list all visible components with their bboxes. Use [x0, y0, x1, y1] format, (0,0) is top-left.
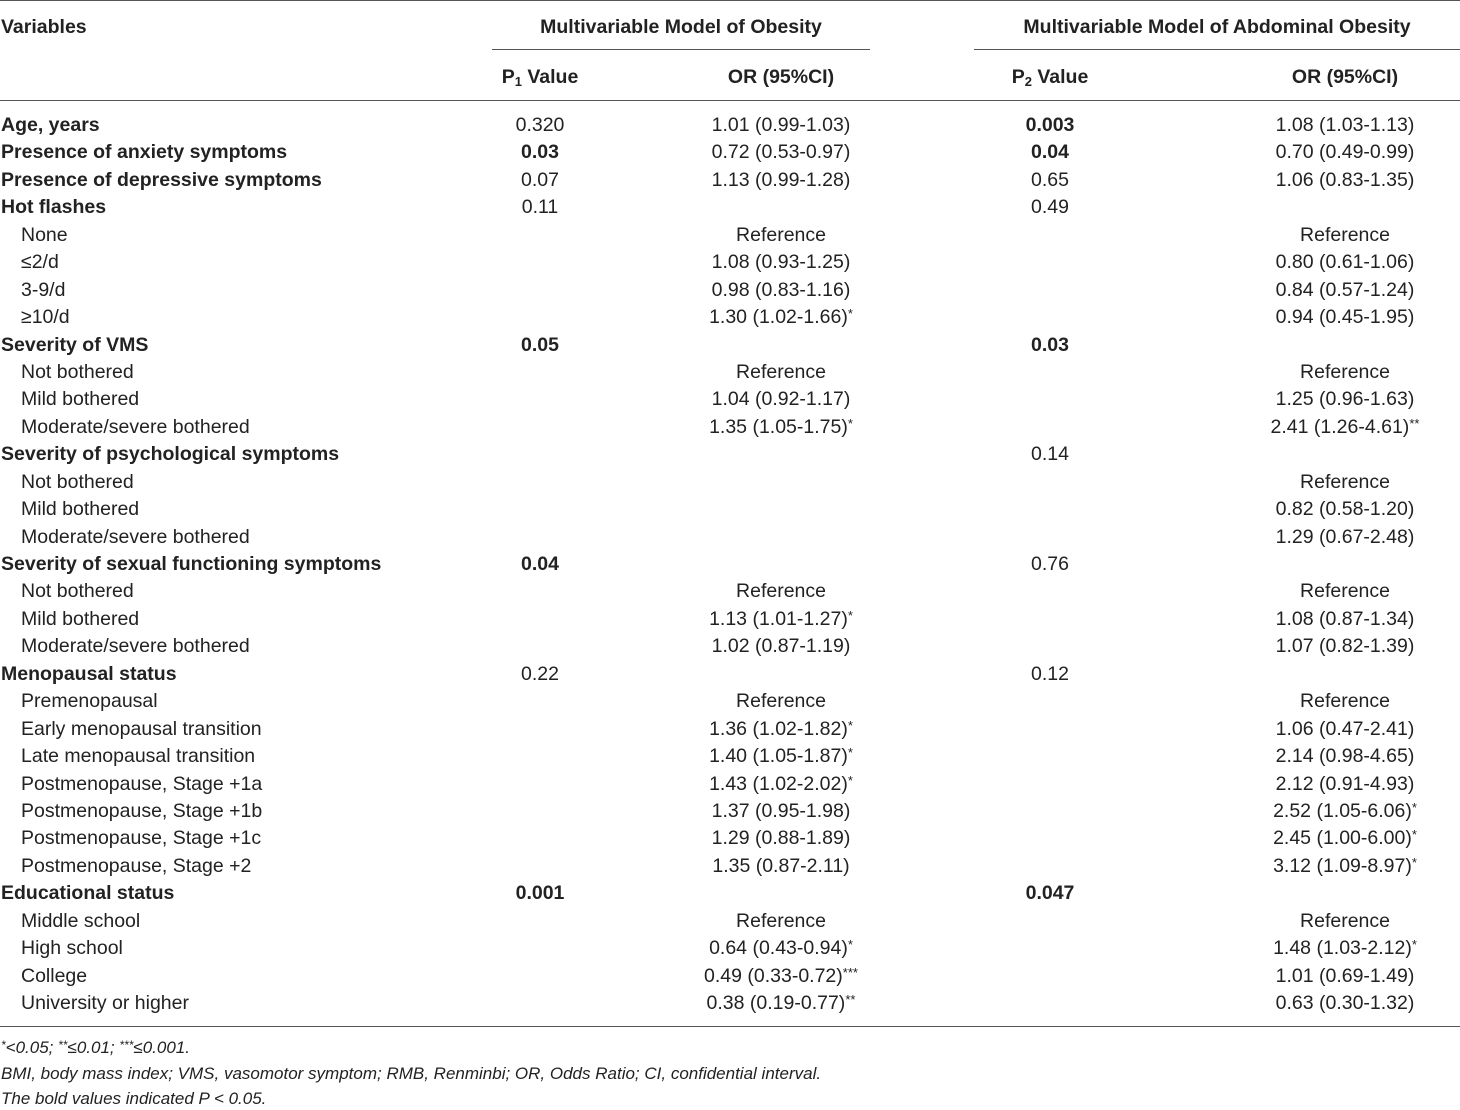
header-bottom-rule	[0, 100, 1460, 101]
or2-cell	[1244, 743, 1446, 770]
or2-cell	[1244, 414, 1446, 442]
row-label: Presence of anxiety symptoms	[1, 141, 288, 164]
table-row-variable	[0, 880, 1460, 907]
header-p2-value	[990, 65, 1110, 89]
or2-cell	[1244, 716, 1446, 743]
or2-cell	[1244, 633, 1446, 660]
group2-underline	[974, 49, 1460, 50]
header-variables: Variables	[1, 16, 87, 38]
p1-value-cell: 0.05	[521, 333, 559, 356]
or2-cell-value: 2.14 (0.98-4.65)	[1275, 745, 1415, 768]
table-row-sublevel	[0, 908, 1460, 935]
p2-value-cell: 0.12	[1031, 662, 1069, 685]
row-label: Mild bothered	[21, 498, 140, 521]
p2-value-cell: 0.49	[1031, 196, 1069, 219]
or2-cell-value: 2.41 (1.26-4.61)	[1270, 415, 1410, 438]
row-label: 3-9/d	[21, 278, 66, 301]
row-label: Moderate/severe bothered	[21, 415, 250, 438]
or2-cell	[1244, 935, 1446, 963]
or1-cell	[680, 606, 882, 634]
row-label: Postmenopause, Stage +1c	[21, 827, 262, 850]
footnote-star-2: **	[58, 1038, 68, 1052]
or2-cell-value: 2.45 (1.00-6.00)	[1273, 827, 1412, 850]
or2-cell	[1244, 222, 1446, 249]
or2-cell-significance-mark: **	[1409, 415, 1420, 431]
table-row-sublevel	[0, 386, 1460, 413]
or2-cell	[1244, 825, 1446, 853]
p1-value-cell: 0.320	[515, 114, 565, 136]
p1-value-cell: 0.11	[521, 196, 559, 219]
or1-cell-value: 1.01 (0.99-1.03)	[711, 114, 851, 136]
or1-cell-value: 1.36 (1.02-1.82)	[709, 717, 848, 740]
or2-cell-significance-mark: *	[1411, 799, 1417, 815]
header-or2: OR (95%CI)	[1291, 66, 1399, 88]
or2-cell-value: Reference	[1300, 580, 1390, 603]
table-row-variable	[0, 661, 1460, 688]
table-row-sublevel	[0, 633, 1460, 660]
or1-cell-significance-mark: *	[847, 607, 853, 623]
row-label: Not bothered	[21, 580, 134, 603]
header-group-abdominal-obesity: Multivariable Model of Abdominal Obesity	[1023, 16, 1411, 38]
or2-cell-significance-mark: *	[1411, 827, 1417, 843]
or2-cell-value: 2.52 (1.05-6.06)	[1273, 799, 1412, 822]
row-label: Not bothered	[21, 470, 134, 493]
or1-cell-value: 1.35 (1.05-1.75)	[709, 415, 848, 438]
table-row-sublevel	[0, 414, 1460, 441]
row-label: University or higher	[21, 992, 189, 1014]
or1-cell-value: 0.49 (0.33-0.72)	[704, 964, 843, 987]
footnote-bold-note: The bold values indicated P < 0.05.	[1, 1089, 267, 1108]
footnote-star-3: ***	[119, 1038, 134, 1052]
or2-cell-value: 1.01 (0.69-1.49)	[1275, 964, 1415, 987]
p2-value-cell: 0.76	[1031, 553, 1069, 575]
table-bottom-rule	[0, 1026, 1460, 1027]
header-or1: OR (95%CI)	[727, 66, 835, 88]
or2-cell	[1244, 249, 1446, 276]
row-label: None	[21, 223, 68, 246]
p1-value-cell: 0.22	[521, 662, 559, 685]
or2-cell	[1244, 304, 1446, 331]
or2-cell-value: 1.06 (0.47-2.41)	[1275, 717, 1415, 740]
table-row-variable	[0, 332, 1460, 359]
or1-cell-significance-mark: *	[847, 745, 853, 761]
or2-cell-value: 3.12 (1.09-8.97)	[1273, 854, 1412, 877]
or1-cell	[680, 386, 882, 413]
or2-cell	[1244, 277, 1446, 304]
p2-value-cell: 0.03	[1031, 333, 1069, 356]
or1-cell	[680, 249, 882, 276]
or1-cell	[680, 688, 882, 715]
row-label: Moderate/severe bothered	[21, 525, 250, 548]
row-label: Postmenopause, Stage +1b	[21, 799, 263, 822]
or1-cell-significance-mark: *	[847, 937, 853, 953]
or1-cell-value: 0.64 (0.43-0.94)	[709, 937, 848, 960]
row-label: High school	[21, 937, 123, 960]
p2-subscript: 2	[1024, 74, 1032, 89]
row-label: Late menopausal transition	[21, 745, 256, 768]
or2-cell-value: 1.29 (0.67-2.48)	[1275, 525, 1415, 548]
or1-cell-value: 0.72 (0.53-0.97)	[711, 141, 851, 164]
p2-value-cell: 0.14	[1031, 443, 1069, 466]
or1-cell	[680, 277, 882, 304]
or1-cell	[680, 743, 882, 771]
group1-underline	[492, 49, 870, 50]
or1-cell	[680, 908, 882, 935]
row-label: Age, years	[1, 114, 100, 136]
or1-cell	[680, 304, 882, 332]
table-row-sublevel	[0, 359, 1460, 386]
p1-value-cell: 0.07	[521, 168, 559, 191]
p1-subscript: 1	[514, 74, 522, 89]
or1-cell-value: 1.37 (0.95-1.98)	[711, 799, 851, 822]
or2-cell-value: 1.07 (0.82-1.39)	[1275, 635, 1415, 658]
table-row-sublevel	[0, 743, 1460, 770]
or1-cell-value: Reference	[736, 360, 826, 383]
or1-cell-value: 1.35 (0.87-2.11)	[712, 854, 850, 877]
or1-cell-value: Reference	[736, 223, 826, 246]
row-label: Presence of depressive symptoms	[1, 168, 322, 191]
row-label: Menopausal status	[1, 662, 177, 685]
p1-value-cell: 0.03	[521, 141, 559, 164]
or1-cell-value: 1.08 (0.93-1.25)	[711, 251, 851, 274]
or2-cell	[1244, 524, 1446, 551]
or1-cell-significance-mark: ***	[842, 964, 858, 980]
table-row-variable	[0, 167, 1460, 194]
or2-cell	[1244, 606, 1446, 633]
row-label: Hot flashes	[1, 196, 107, 219]
or1-cell	[680, 414, 882, 442]
or2-cell	[1244, 963, 1446, 990]
row-label: Severity of sexual functioning symptoms	[1, 553, 382, 575]
or2-cell-value: 1.06 (0.83-1.35)	[1275, 168, 1415, 191]
table-row-sublevel	[0, 716, 1460, 743]
footnote-abbreviations: BMI, body mass index; VMS, vasomotor symptom; RMB, Renminbi; OR, Odds Ratio; CI, confidential interval.	[1, 1064, 822, 1083]
row-label: Premenopausal	[21, 690, 158, 713]
or1-cell	[680, 222, 882, 249]
or2-cell	[1244, 112, 1446, 139]
table-row-variable	[0, 139, 1460, 166]
or2-cell-significance-mark: *	[1411, 937, 1417, 953]
or2-cell-value: 1.48 (1.03-2.12)	[1273, 937, 1412, 960]
table-row-sublevel	[0, 578, 1460, 605]
row-label: ≥10/d	[21, 306, 70, 329]
or2-cell	[1244, 688, 1446, 715]
table-row-variable	[0, 551, 1460, 578]
row-label: Mild bothered	[21, 607, 140, 630]
row-label: Moderate/severe bothered	[21, 635, 250, 658]
p1-letter: P	[501, 66, 515, 88]
p1-value-cell: 0.04	[521, 553, 559, 575]
table-row-sublevel	[0, 853, 1460, 880]
or2-cell	[1244, 139, 1446, 166]
table-row-sublevel	[0, 496, 1460, 523]
or1-cell-significance-mark: **	[845, 992, 856, 1007]
or1-cell	[680, 825, 882, 852]
or2-cell-value: Reference	[1300, 223, 1390, 246]
or2-cell-value: Reference	[1300, 360, 1390, 383]
table-row-sublevel	[0, 825, 1460, 852]
or2-cell-significance-mark: *	[1411, 854, 1417, 870]
or1-cell-value: 1.04 (0.92-1.17)	[711, 388, 851, 411]
table-row-sublevel	[0, 771, 1460, 798]
or2-cell	[1244, 469, 1446, 496]
or2-cell-value: 1.08 (1.03-1.13)	[1275, 114, 1415, 136]
or1-cell	[680, 633, 882, 660]
footnote-threshold-3: ≤0.001.	[133, 1038, 190, 1057]
or2-cell-value: 0.94 (0.45-1.95)	[1275, 306, 1415, 329]
or1-cell-value: 1.29 (0.88-1.89)	[711, 827, 851, 850]
or1-cell	[680, 771, 882, 799]
or2-cell	[1244, 771, 1446, 798]
header-group-obesity: Multivariable Model of Obesity	[540, 16, 822, 38]
row-label: Middle school	[21, 909, 141, 932]
or1-cell-value: 0.98 (0.83-1.16)	[711, 278, 851, 301]
or1-cell	[680, 359, 882, 386]
p1-value-cell: 0.001	[515, 882, 565, 905]
or2-cell	[1244, 359, 1446, 386]
table-row-sublevel	[0, 798, 1460, 825]
or2-cell-value: Reference	[1300, 690, 1390, 713]
row-label: Not bothered	[21, 360, 134, 383]
footnote-star-1: *	[1, 1038, 6, 1052]
or1-cell-value: 0.38 (0.19-0.77)	[706, 992, 846, 1014]
or2-cell	[1244, 908, 1446, 935]
or1-cell-value: 1.43 (1.02-2.02)	[709, 772, 848, 795]
or2-cell	[1244, 496, 1446, 523]
or2-cell-value: 1.25 (0.96-1.63)	[1275, 388, 1415, 411]
footnote-threshold-2: ≤0.01;	[67, 1038, 120, 1057]
or1-cell-value: 1.13 (0.99-1.28)	[711, 168, 851, 191]
table-row-sublevel	[0, 249, 1460, 276]
or2-cell-value: 0.80 (0.61-1.06)	[1275, 251, 1415, 274]
table-row-variable	[0, 112, 1460, 139]
or1-cell-significance-mark: *	[847, 772, 853, 788]
table-row-sublevel	[0, 688, 1460, 715]
or2-cell-value: 0.63 (0.30-1.32)	[1275, 992, 1415, 1014]
table-row-sublevel	[0, 606, 1460, 633]
table-row-sublevel	[0, 277, 1460, 304]
row-label: Severity of VMS	[1, 333, 149, 356]
p2-value-cell: 0.047	[1025, 882, 1075, 905]
table-row-sublevel	[0, 524, 1460, 551]
table-row-sublevel	[0, 469, 1460, 496]
row-label: Mild bothered	[21, 388, 140, 411]
or1-cell	[680, 112, 882, 139]
p2-letter: P	[1011, 66, 1025, 88]
table-body	[0, 112, 1460, 1017]
or1-cell-significance-mark: *	[847, 717, 853, 733]
or1-cell-value: 1.13 (1.01-1.27)	[709, 607, 848, 630]
p2-value-word: Value	[1037, 66, 1089, 88]
or1-cell	[680, 578, 882, 605]
table-top-rule	[0, 0, 1460, 1]
or2-cell	[1244, 798, 1446, 826]
or1-cell	[680, 963, 882, 991]
or1-cell	[680, 990, 882, 1018]
or1-cell-value: 1.40 (1.05-1.87)	[709, 745, 848, 768]
p1-value-word: Value	[527, 66, 579, 88]
or2-cell-value: 0.70 (0.49-0.99)	[1275, 141, 1415, 164]
or2-cell-value: 1.08 (0.87-1.34)	[1275, 607, 1415, 630]
or1-cell	[680, 798, 882, 825]
or1-cell	[680, 139, 882, 166]
or2-cell	[1244, 853, 1446, 881]
or2-cell-value: 2.12 (0.91-4.93)	[1275, 772, 1415, 795]
row-label: Severity of psychological symptoms	[1, 443, 340, 466]
or2-cell	[1244, 167, 1446, 194]
or1-cell	[680, 935, 882, 963]
or2-cell	[1244, 386, 1446, 413]
table-row-sublevel	[0, 963, 1460, 990]
or2-cell-value: Reference	[1300, 470, 1390, 493]
or2-cell	[1244, 578, 1446, 605]
or2-cell-value: 0.84 (0.57-1.24)	[1275, 278, 1415, 301]
row-label: Early menopausal transition	[21, 717, 262, 740]
or2-cell-value: 0.82 (0.58-1.20)	[1275, 498, 1415, 521]
or2-cell	[1244, 990, 1446, 1017]
p2-value-cell: 0.04	[1031, 141, 1069, 164]
or1-cell	[680, 167, 882, 194]
or1-cell-value: Reference	[736, 909, 826, 932]
row-label: ≤2/d	[21, 251, 59, 274]
or1-cell-value: Reference	[736, 580, 826, 603]
or1-cell-significance-mark: *	[847, 306, 853, 322]
header-p1-value	[480, 65, 600, 89]
or1-cell-value: 1.02 (0.87-1.19)	[711, 635, 851, 658]
table-row-sublevel	[0, 222, 1460, 249]
p2-value-cell: 0.003	[1025, 114, 1075, 136]
or1-cell	[680, 716, 882, 744]
or1-cell-value: 1.30 (1.02-1.66)	[709, 306, 848, 329]
footnote-significance	[1, 1037, 190, 1060]
table-row-sublevel	[0, 935, 1460, 962]
row-label: Educational status	[1, 882, 175, 905]
table-row-variable	[0, 194, 1460, 221]
or2-cell-value: Reference	[1300, 909, 1390, 932]
table-row-sublevel	[0, 304, 1460, 331]
row-label: Postmenopause, Stage +2	[21, 854, 252, 877]
p2-value-cell: 0.65	[1031, 168, 1069, 191]
table-row-sublevel	[0, 990, 1460, 1017]
or1-cell	[680, 853, 882, 880]
or1-cell-significance-mark: *	[847, 415, 853, 431]
footnote-threshold-1: <0.05;	[5, 1038, 59, 1057]
row-label: Postmenopause, Stage +1a	[21, 772, 263, 795]
row-label: College	[21, 964, 88, 987]
table-row-variable	[0, 441, 1460, 468]
or1-cell-value: Reference	[736, 690, 826, 713]
